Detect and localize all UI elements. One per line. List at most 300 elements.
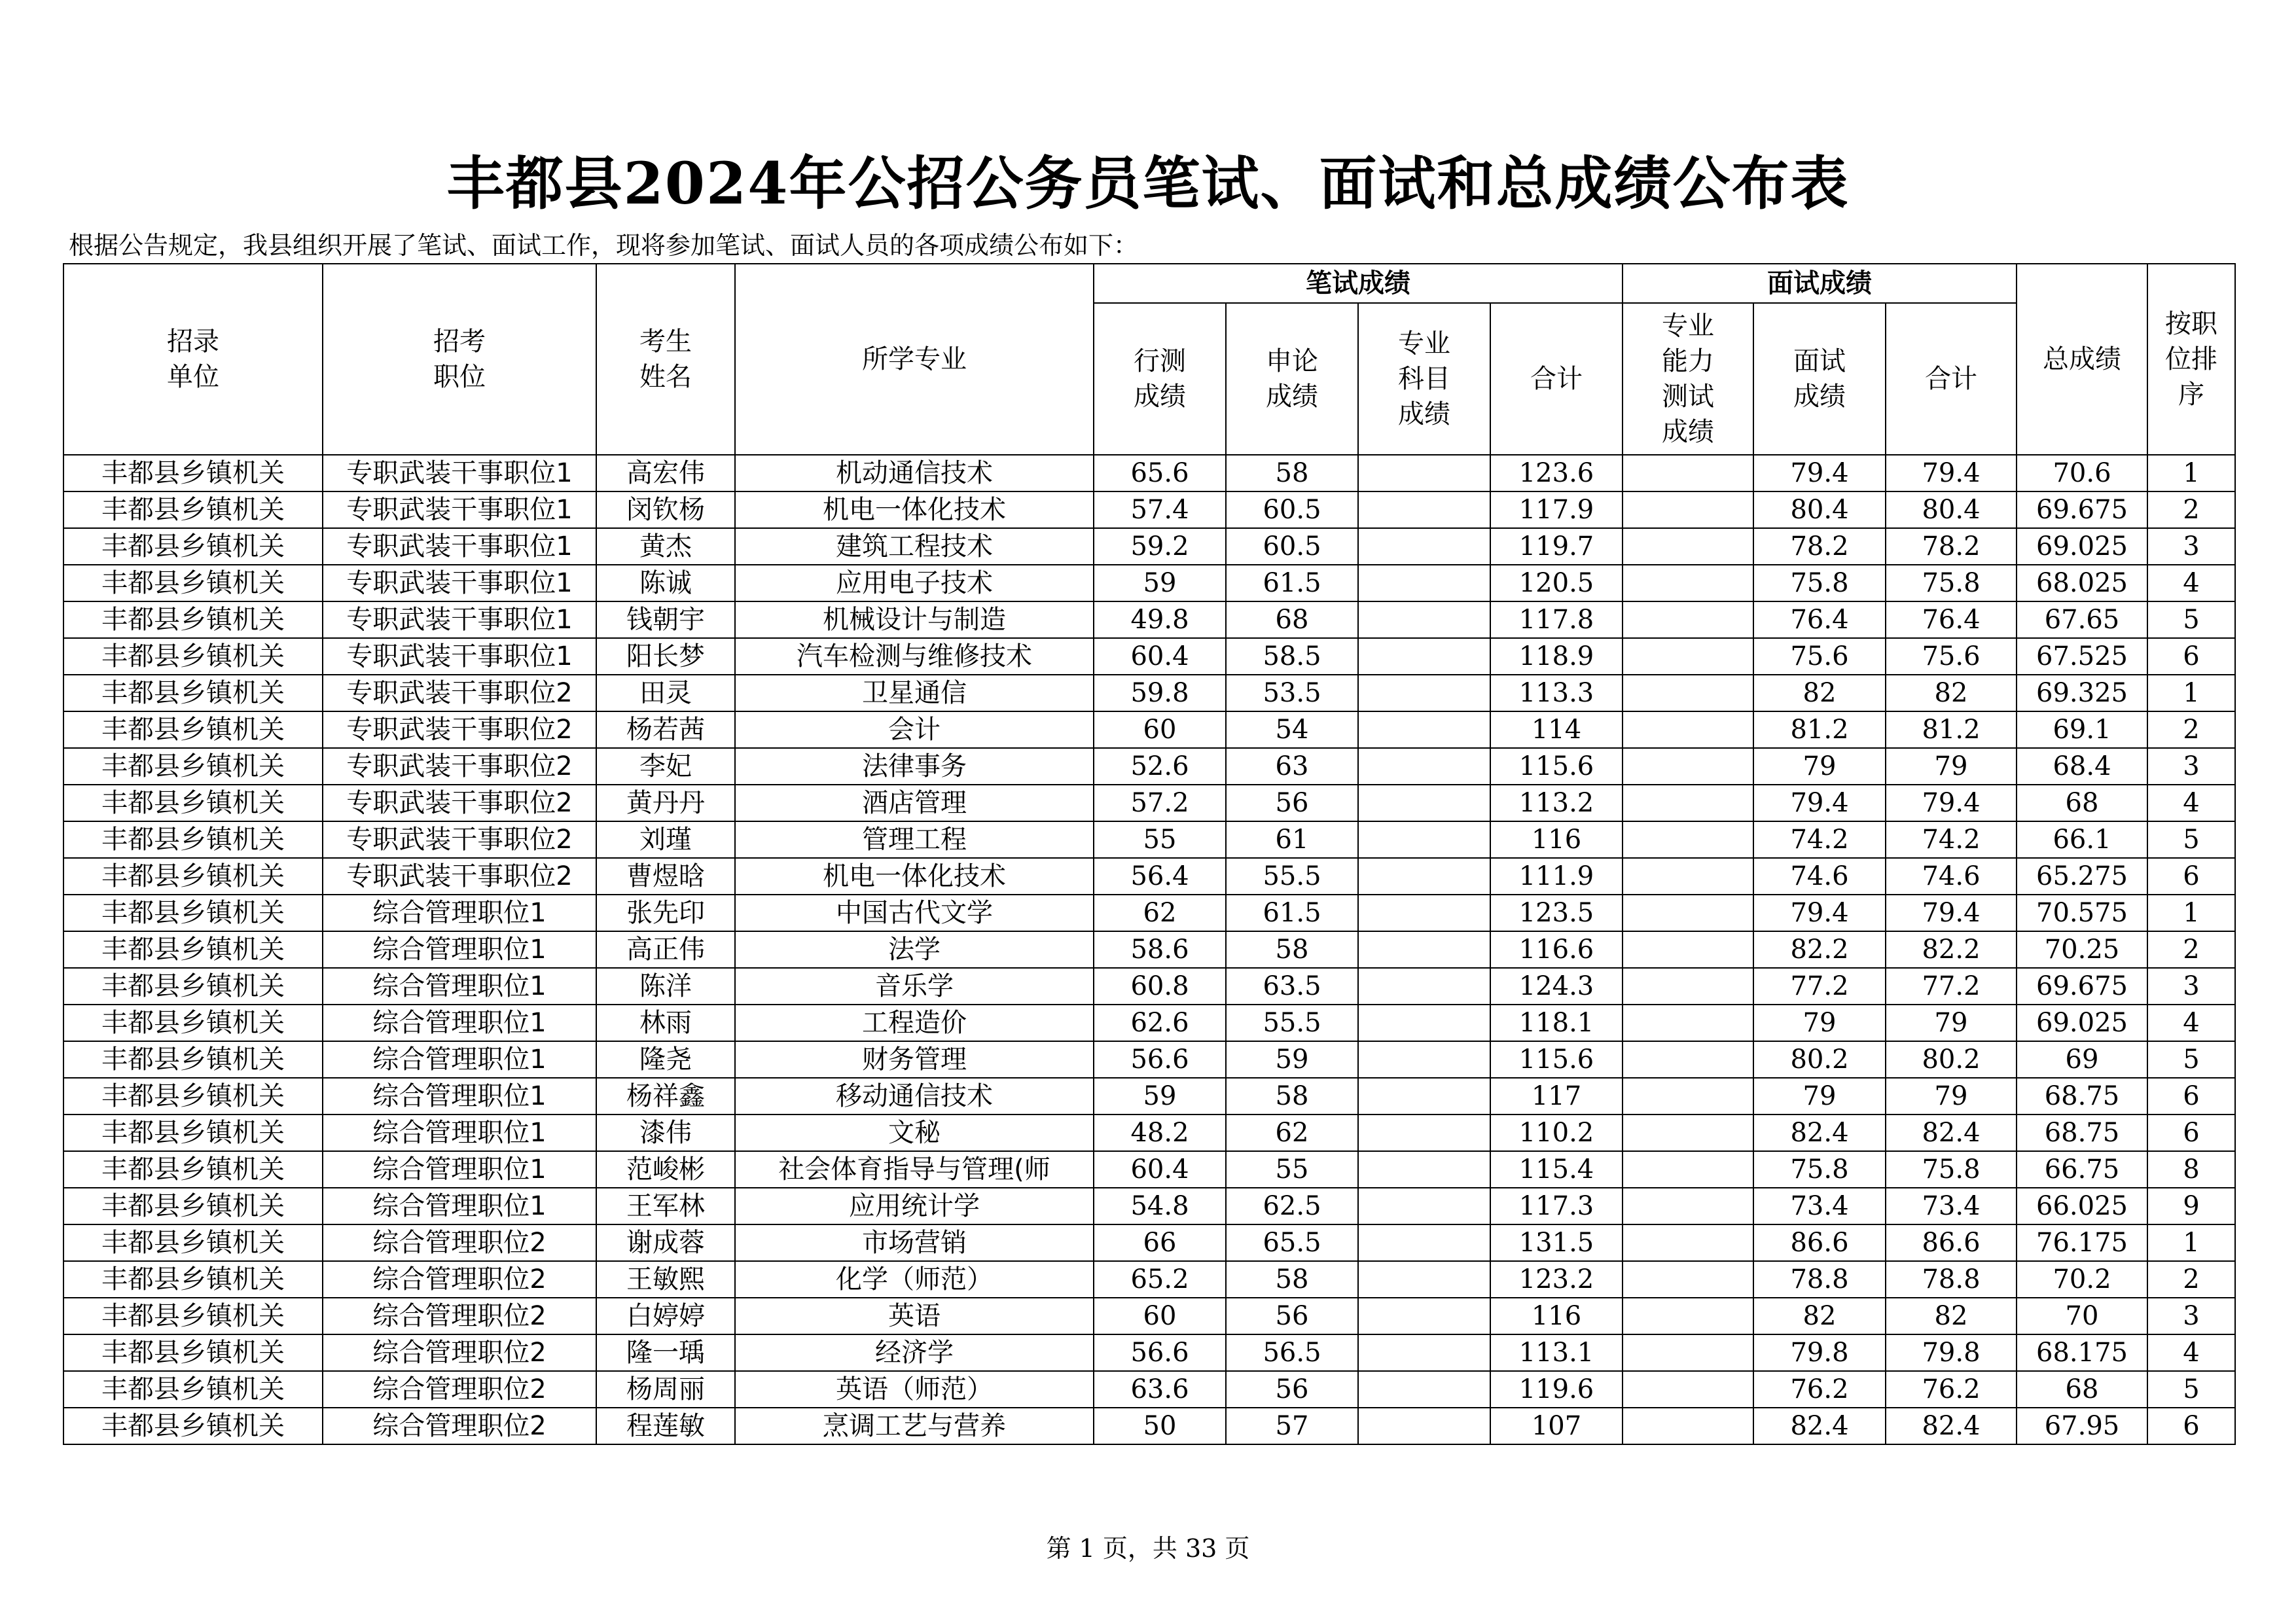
header-xingce: 行测 成绩 bbox=[1094, 303, 1226, 455]
cell-interview: 82.4 bbox=[1753, 1408, 1886, 1444]
table-row bbox=[63, 1408, 2235, 1444]
cell-shenlun: 68 bbox=[1226, 601, 1358, 638]
cell-written-total: 118.1 bbox=[1490, 1005, 1623, 1041]
cell-major: 文秘 bbox=[735, 1115, 1094, 1151]
cell-position: 综合管理职位2 bbox=[323, 1224, 596, 1261]
cell-written-total: 124.3 bbox=[1490, 968, 1623, 1005]
cell-unit: 丰都县乡镇机关 bbox=[63, 1188, 323, 1224]
cell-ability bbox=[1623, 1408, 1753, 1444]
cell-name: 黄杰 bbox=[596, 528, 735, 565]
cell-unit: 丰都县乡镇机关 bbox=[63, 1298, 323, 1334]
cell-shenlun: 59 bbox=[1226, 1041, 1358, 1078]
cell-unit: 丰都县乡镇机关 bbox=[63, 1224, 323, 1261]
cell-rank: 2 bbox=[2147, 491, 2235, 528]
header-written-total: 合计 bbox=[1490, 303, 1623, 455]
cell-interview-total: 82.4 bbox=[1886, 1115, 2017, 1151]
cell-rank: 5 bbox=[2147, 1371, 2235, 1408]
header-name: 考生 姓名 bbox=[596, 264, 735, 455]
cell-major: 法学 bbox=[735, 931, 1094, 968]
cell-name: 高宏伟 bbox=[596, 455, 735, 491]
table-row bbox=[63, 711, 2235, 748]
cell-ability bbox=[1623, 748, 1753, 785]
cell-interview-total: 79.4 bbox=[1886, 895, 2017, 931]
cell-interview-total: 75.8 bbox=[1886, 1151, 2017, 1188]
cell-ability bbox=[1623, 1005, 1753, 1041]
cell-total: 67.95 bbox=[2017, 1408, 2147, 1444]
results-table bbox=[63, 263, 2236, 1445]
cell-xingce: 60 bbox=[1094, 1298, 1226, 1334]
cell-written-total: 119.7 bbox=[1490, 528, 1623, 565]
cell-xingce: 57.2 bbox=[1094, 785, 1226, 821]
cell-interview-total: 79 bbox=[1886, 748, 2017, 785]
cell-ability bbox=[1623, 1261, 1753, 1298]
cell-interview: 86.6 bbox=[1753, 1224, 1886, 1261]
header-zhuanye: 专业 科目 成绩 bbox=[1358, 303, 1490, 455]
table-body bbox=[63, 455, 2235, 1444]
cell-rank: 3 bbox=[2147, 528, 2235, 565]
cell-written-total: 117 bbox=[1490, 1078, 1623, 1115]
cell-ability bbox=[1623, 1298, 1753, 1334]
cell-total: 69.1 bbox=[2017, 711, 2147, 748]
cell-written-total: 119.6 bbox=[1490, 1371, 1623, 1408]
cell-total: 68.025 bbox=[2017, 565, 2147, 601]
cell-name: 张先印 bbox=[596, 895, 735, 931]
cell-ability bbox=[1623, 491, 1753, 528]
header-rank: 按职 位排 序 bbox=[2147, 264, 2235, 455]
cell-total: 70.575 bbox=[2017, 895, 2147, 931]
cell-written-total: 113.1 bbox=[1490, 1334, 1623, 1371]
cell-total: 70.6 bbox=[2017, 455, 2147, 491]
cell-position: 专职武装干事职位2 bbox=[323, 821, 596, 858]
cell-written-total: 123.6 bbox=[1490, 455, 1623, 491]
cell-major: 汽车检测与维修技术 bbox=[735, 638, 1094, 675]
header-interview-group: 面试成绩 bbox=[1623, 264, 2017, 303]
cell-written-total: 115.6 bbox=[1490, 748, 1623, 785]
cell-ability bbox=[1623, 931, 1753, 968]
cell-interview: 79.8 bbox=[1753, 1334, 1886, 1371]
cell-rank: 3 bbox=[2147, 748, 2235, 785]
cell-position: 综合管理职位1 bbox=[323, 895, 596, 931]
cell-ability bbox=[1623, 821, 1753, 858]
cell-name: 高正伟 bbox=[596, 931, 735, 968]
cell-rank: 8 bbox=[2147, 1151, 2235, 1188]
cell-ability bbox=[1623, 1115, 1753, 1151]
cell-zhuanye bbox=[1358, 821, 1490, 858]
cell-written-total: 115.6 bbox=[1490, 1041, 1623, 1078]
cell-shenlun: 58 bbox=[1226, 931, 1358, 968]
cell-interview-total: 82.2 bbox=[1886, 931, 2017, 968]
cell-interview-total: 82.4 bbox=[1886, 1408, 2017, 1444]
cell-major: 机动通信技术 bbox=[735, 455, 1094, 491]
cell-interview: 79 bbox=[1753, 1005, 1886, 1041]
cell-major: 机电一体化技术 bbox=[735, 858, 1094, 895]
cell-rank: 1 bbox=[2147, 675, 2235, 711]
cell-interview-total: 79 bbox=[1886, 1005, 2017, 1041]
cell-xingce: 59.2 bbox=[1094, 528, 1226, 565]
table-row bbox=[63, 491, 2235, 528]
cell-unit: 丰都县乡镇机关 bbox=[63, 748, 323, 785]
table-row bbox=[63, 931, 2235, 968]
cell-unit: 丰都县乡镇机关 bbox=[63, 601, 323, 638]
cell-zhuanye bbox=[1358, 528, 1490, 565]
cell-shenlun: 58 bbox=[1226, 1078, 1358, 1115]
cell-interview-total: 82 bbox=[1886, 675, 2017, 711]
cell-interview: 82 bbox=[1753, 675, 1886, 711]
cell-xingce: 57.4 bbox=[1094, 491, 1226, 528]
cell-position: 专职武装干事职位1 bbox=[323, 565, 596, 601]
cell-major: 经济学 bbox=[735, 1334, 1094, 1371]
cell-written-total: 113.2 bbox=[1490, 785, 1623, 821]
cell-total: 66.1 bbox=[2017, 821, 2147, 858]
cell-rank: 6 bbox=[2147, 1115, 2235, 1151]
cell-interview-total: 79.8 bbox=[1886, 1334, 2017, 1371]
cell-xingce: 50 bbox=[1094, 1408, 1226, 1444]
cell-position: 综合管理职位2 bbox=[323, 1371, 596, 1408]
cell-zhuanye bbox=[1358, 1041, 1490, 1078]
cell-zhuanye bbox=[1358, 858, 1490, 895]
cell-ability bbox=[1623, 1334, 1753, 1371]
cell-interview: 75.6 bbox=[1753, 638, 1886, 675]
cell-interview: 80.2 bbox=[1753, 1041, 1886, 1078]
cell-written-total: 131.5 bbox=[1490, 1224, 1623, 1261]
cell-xingce: 55 bbox=[1094, 821, 1226, 858]
cell-zhuanye bbox=[1358, 455, 1490, 491]
cell-major: 烹调工艺与营养 bbox=[735, 1408, 1094, 1444]
cell-xingce: 66 bbox=[1094, 1224, 1226, 1261]
cell-xingce: 65.6 bbox=[1094, 455, 1226, 491]
header-shenlun: 申论 成绩 bbox=[1226, 303, 1358, 455]
cell-interview: 75.8 bbox=[1753, 1151, 1886, 1188]
cell-shenlun: 54 bbox=[1226, 711, 1358, 748]
cell-zhuanye bbox=[1358, 491, 1490, 528]
cell-major: 应用电子技术 bbox=[735, 565, 1094, 601]
cell-position: 综合管理职位1 bbox=[323, 1188, 596, 1224]
cell-position: 专职武装干事职位2 bbox=[323, 711, 596, 748]
cell-rank: 2 bbox=[2147, 1261, 2235, 1298]
cell-interview: 80.4 bbox=[1753, 491, 1886, 528]
cell-ability bbox=[1623, 1224, 1753, 1261]
cell-xingce: 63.6 bbox=[1094, 1371, 1226, 1408]
cell-interview-total: 76.4 bbox=[1886, 601, 2017, 638]
cell-xingce: 59 bbox=[1094, 565, 1226, 601]
cell-xingce: 59 bbox=[1094, 1078, 1226, 1115]
cell-total: 68.75 bbox=[2017, 1078, 2147, 1115]
cell-interview: 79.4 bbox=[1753, 895, 1886, 931]
table-row bbox=[63, 748, 2235, 785]
cell-total: 70 bbox=[2017, 1298, 2147, 1334]
cell-written-total: 116 bbox=[1490, 821, 1623, 858]
header-interview-total: 合计 bbox=[1886, 303, 2017, 455]
cell-written-total: 107 bbox=[1490, 1408, 1623, 1444]
cell-ability bbox=[1623, 1371, 1753, 1408]
cell-major: 管理工程 bbox=[735, 821, 1094, 858]
cell-name: 李妃 bbox=[596, 748, 735, 785]
cell-ability bbox=[1623, 711, 1753, 748]
cell-total: 68 bbox=[2017, 785, 2147, 821]
cell-interview: 76.4 bbox=[1753, 601, 1886, 638]
cell-ability bbox=[1623, 638, 1753, 675]
cell-name: 隆尧 bbox=[596, 1041, 735, 1078]
header-position: 招考 职位 bbox=[323, 264, 596, 455]
cell-unit: 丰都县乡镇机关 bbox=[63, 711, 323, 748]
cell-shenlun: 56 bbox=[1226, 785, 1358, 821]
cell-written-total: 117.9 bbox=[1490, 491, 1623, 528]
cell-zhuanye bbox=[1358, 565, 1490, 601]
cell-major: 酒店管理 bbox=[735, 785, 1094, 821]
cell-major: 音乐学 bbox=[735, 968, 1094, 1005]
cell-written-total: 118.9 bbox=[1490, 638, 1623, 675]
table-row bbox=[63, 565, 2235, 601]
cell-name: 谢成蓉 bbox=[596, 1224, 735, 1261]
table-row bbox=[63, 1115, 2235, 1151]
cell-ability bbox=[1623, 968, 1753, 1005]
cell-name: 范峻彬 bbox=[596, 1151, 735, 1188]
table-row bbox=[63, 968, 2235, 1005]
cell-rank: 4 bbox=[2147, 1005, 2235, 1041]
cell-position: 综合管理职位1 bbox=[323, 1078, 596, 1115]
cell-interview: 79.4 bbox=[1753, 785, 1886, 821]
cell-name: 王军林 bbox=[596, 1188, 735, 1224]
cell-major: 机电一体化技术 bbox=[735, 491, 1094, 528]
cell-interview-total: 79.4 bbox=[1886, 785, 2017, 821]
cell-unit: 丰都县乡镇机关 bbox=[63, 785, 323, 821]
cell-zhuanye bbox=[1358, 675, 1490, 711]
cell-ability bbox=[1623, 1041, 1753, 1078]
cell-interview-total: 73.4 bbox=[1886, 1188, 2017, 1224]
cell-position: 综合管理职位1 bbox=[323, 1115, 596, 1151]
cell-interview: 82 bbox=[1753, 1298, 1886, 1334]
cell-position: 专职武装干事职位1 bbox=[323, 601, 596, 638]
header-interview: 面试 成绩 bbox=[1753, 303, 1886, 455]
cell-interview-total: 77.2 bbox=[1886, 968, 2017, 1005]
table-row bbox=[63, 1261, 2235, 1298]
cell-total: 68.75 bbox=[2017, 1115, 2147, 1151]
cell-shenlun: 61.5 bbox=[1226, 565, 1358, 601]
cell-xingce: 60.4 bbox=[1094, 1151, 1226, 1188]
cell-position: 专职武装干事职位1 bbox=[323, 528, 596, 565]
cell-unit: 丰都县乡镇机关 bbox=[63, 1261, 323, 1298]
cell-written-total: 114 bbox=[1490, 711, 1623, 748]
cell-written-total: 117.3 bbox=[1490, 1188, 1623, 1224]
cell-written-total: 115.4 bbox=[1490, 1151, 1623, 1188]
page-footer: 第 1 页，共 33 页 bbox=[1046, 1534, 1250, 1563]
cell-zhuanye bbox=[1358, 1371, 1490, 1408]
cell-zhuanye bbox=[1358, 1005, 1490, 1041]
cell-unit: 丰都县乡镇机关 bbox=[63, 931, 323, 968]
cell-unit: 丰都县乡镇机关 bbox=[63, 565, 323, 601]
cell-unit: 丰都县乡镇机关 bbox=[63, 1151, 323, 1188]
cell-xingce: 60.4 bbox=[1094, 638, 1226, 675]
cell-ability bbox=[1623, 601, 1753, 638]
cell-shenlun: 60.5 bbox=[1226, 491, 1358, 528]
cell-unit: 丰都县乡镇机关 bbox=[63, 491, 323, 528]
cell-interview-total: 86.6 bbox=[1886, 1224, 2017, 1261]
cell-unit: 丰都县乡镇机关 bbox=[63, 968, 323, 1005]
cell-unit: 丰都县乡镇机关 bbox=[63, 638, 323, 675]
cell-total: 69 bbox=[2017, 1041, 2147, 1078]
table-row bbox=[63, 1188, 2235, 1224]
cell-shenlun: 62 bbox=[1226, 1115, 1358, 1151]
cell-unit: 丰都县乡镇机关 bbox=[63, 1334, 323, 1371]
table-row bbox=[63, 638, 2235, 675]
header-total: 总成绩 bbox=[2017, 264, 2147, 455]
cell-total: 66.025 bbox=[2017, 1188, 2147, 1224]
cell-major: 建筑工程技术 bbox=[735, 528, 1094, 565]
cell-xingce: 59.8 bbox=[1094, 675, 1226, 711]
cell-ability bbox=[1623, 1151, 1753, 1188]
cell-total: 68.175 bbox=[2017, 1334, 2147, 1371]
cell-shenlun: 63.5 bbox=[1226, 968, 1358, 1005]
cell-major: 英语 bbox=[735, 1298, 1094, 1334]
cell-name: 陈洋 bbox=[596, 968, 735, 1005]
cell-unit: 丰都县乡镇机关 bbox=[63, 1371, 323, 1408]
cell-ability bbox=[1623, 565, 1753, 601]
cell-unit: 丰都县乡镇机关 bbox=[63, 895, 323, 931]
cell-major: 化学（师范） bbox=[735, 1261, 1094, 1298]
cell-shenlun: 65.5 bbox=[1226, 1224, 1358, 1261]
cell-interview-total: 75.8 bbox=[1886, 565, 2017, 601]
cell-rank: 3 bbox=[2147, 968, 2235, 1005]
cell-total: 70.2 bbox=[2017, 1261, 2147, 1298]
cell-position: 综合管理职位2 bbox=[323, 1298, 596, 1334]
cell-zhuanye bbox=[1358, 1261, 1490, 1298]
cell-rank: 6 bbox=[2147, 1078, 2235, 1115]
cell-xingce: 62 bbox=[1094, 895, 1226, 931]
cell-total: 69.025 bbox=[2017, 1005, 2147, 1041]
cell-ability bbox=[1623, 785, 1753, 821]
cell-rank: 6 bbox=[2147, 858, 2235, 895]
cell-major: 法律事务 bbox=[735, 748, 1094, 785]
cell-total: 66.75 bbox=[2017, 1151, 2147, 1188]
cell-interview-total: 76.2 bbox=[1886, 1371, 2017, 1408]
cell-zhuanye bbox=[1358, 785, 1490, 821]
cell-zhuanye bbox=[1358, 748, 1490, 785]
cell-zhuanye bbox=[1358, 1334, 1490, 1371]
cell-interview: 74.6 bbox=[1753, 858, 1886, 895]
cell-interview-total: 78.8 bbox=[1886, 1261, 2017, 1298]
cell-position: 专职武装干事职位2 bbox=[323, 785, 596, 821]
cell-major: 会计 bbox=[735, 711, 1094, 748]
cell-total: 67.65 bbox=[2017, 601, 2147, 638]
cell-interview: 79 bbox=[1753, 748, 1886, 785]
cell-xingce: 56.4 bbox=[1094, 858, 1226, 895]
cell-position: 综合管理职位2 bbox=[323, 1334, 596, 1371]
cell-position: 综合管理职位1 bbox=[323, 1041, 596, 1078]
cell-position: 综合管理职位1 bbox=[323, 1005, 596, 1041]
cell-rank: 1 bbox=[2147, 1224, 2235, 1261]
cell-unit: 丰都县乡镇机关 bbox=[63, 1005, 323, 1041]
cell-interview: 79 bbox=[1753, 1078, 1886, 1115]
cell-xingce: 60 bbox=[1094, 711, 1226, 748]
table-row bbox=[63, 601, 2235, 638]
cell-ability bbox=[1623, 895, 1753, 931]
cell-interview: 82.4 bbox=[1753, 1115, 1886, 1151]
cell-name: 刘瑾 bbox=[596, 821, 735, 858]
cell-interview: 73.4 bbox=[1753, 1188, 1886, 1224]
cell-name: 闵钦杨 bbox=[596, 491, 735, 528]
cell-name: 王敏熙 bbox=[596, 1261, 735, 1298]
cell-zhuanye bbox=[1358, 895, 1490, 931]
cell-zhuanye bbox=[1358, 1115, 1490, 1151]
cell-interview-total: 78.2 bbox=[1886, 528, 2017, 565]
cell-name: 林雨 bbox=[596, 1005, 735, 1041]
cell-zhuanye bbox=[1358, 1298, 1490, 1334]
cell-interview-total: 79.4 bbox=[1886, 455, 2017, 491]
cell-major: 移动通信技术 bbox=[735, 1078, 1094, 1115]
cell-unit: 丰都县乡镇机关 bbox=[63, 1078, 323, 1115]
cell-name: 漆伟 bbox=[596, 1115, 735, 1151]
cell-xingce: 56.6 bbox=[1094, 1041, 1226, 1078]
cell-rank: 2 bbox=[2147, 931, 2235, 968]
cell-name: 陈诚 bbox=[596, 565, 735, 601]
cell-zhuanye bbox=[1358, 1408, 1490, 1444]
cell-ability bbox=[1623, 528, 1753, 565]
table-row bbox=[63, 1371, 2235, 1408]
table-row bbox=[63, 1151, 2235, 1188]
cell-total: 70.25 bbox=[2017, 931, 2147, 968]
cell-rank: 2 bbox=[2147, 711, 2235, 748]
cell-total: 67.525 bbox=[2017, 638, 2147, 675]
cell-name: 黄丹丹 bbox=[596, 785, 735, 821]
cell-total: 69.025 bbox=[2017, 528, 2147, 565]
cell-shenlun: 62.5 bbox=[1226, 1188, 1358, 1224]
cell-rank: 5 bbox=[2147, 821, 2235, 858]
cell-major: 工程造价 bbox=[735, 1005, 1094, 1041]
cell-position: 专职武装干事职位1 bbox=[323, 455, 596, 491]
cell-interview: 78.8 bbox=[1753, 1261, 1886, 1298]
cell-interview: 77.2 bbox=[1753, 968, 1886, 1005]
cell-rank: 5 bbox=[2147, 1041, 2235, 1078]
cell-interview-total: 79 bbox=[1886, 1078, 2017, 1115]
cell-total: 69.325 bbox=[2017, 675, 2147, 711]
cell-zhuanye bbox=[1358, 968, 1490, 1005]
cell-name: 杨周丽 bbox=[596, 1371, 735, 1408]
cell-shenlun: 56.5 bbox=[1226, 1334, 1358, 1371]
cell-major: 卫星通信 bbox=[735, 675, 1094, 711]
cell-unit: 丰都县乡镇机关 bbox=[63, 858, 323, 895]
cell-xingce: 65.2 bbox=[1094, 1261, 1226, 1298]
cell-name: 田灵 bbox=[596, 675, 735, 711]
table-row bbox=[63, 1334, 2235, 1371]
cell-written-total: 113.3 bbox=[1490, 675, 1623, 711]
cell-written-total: 123.5 bbox=[1490, 895, 1623, 931]
cell-name: 杨祥鑫 bbox=[596, 1078, 735, 1115]
cell-unit: 丰都县乡镇机关 bbox=[63, 1041, 323, 1078]
cell-written-total: 110.2 bbox=[1490, 1115, 1623, 1151]
cell-rank: 4 bbox=[2147, 1334, 2235, 1371]
cell-zhuanye bbox=[1358, 601, 1490, 638]
page-title: 丰都县2024年公招公务员笔试、面试和总成绩公布表 bbox=[446, 149, 1850, 217]
cell-zhuanye bbox=[1358, 1188, 1490, 1224]
cell-position: 专职武装干事职位2 bbox=[323, 858, 596, 895]
cell-name: 钱朝宇 bbox=[596, 601, 735, 638]
cell-position: 专职武装干事职位1 bbox=[323, 638, 596, 675]
cell-zhuanye bbox=[1358, 931, 1490, 968]
cell-shenlun: 61 bbox=[1226, 821, 1358, 858]
cell-xingce: 62.6 bbox=[1094, 1005, 1226, 1041]
table-row bbox=[63, 675, 2235, 711]
cell-ability bbox=[1623, 858, 1753, 895]
cell-shenlun: 57 bbox=[1226, 1408, 1358, 1444]
cell-name: 阳长梦 bbox=[596, 638, 735, 675]
table-row bbox=[63, 1298, 2235, 1334]
cell-major: 机械设计与制造 bbox=[735, 601, 1094, 638]
header-unit: 招录 单位 bbox=[63, 264, 323, 455]
cell-unit: 丰都县乡镇机关 bbox=[63, 1408, 323, 1444]
cell-rank: 9 bbox=[2147, 1188, 2235, 1224]
cell-major: 财务管理 bbox=[735, 1041, 1094, 1078]
cell-rank: 4 bbox=[2147, 785, 2235, 821]
